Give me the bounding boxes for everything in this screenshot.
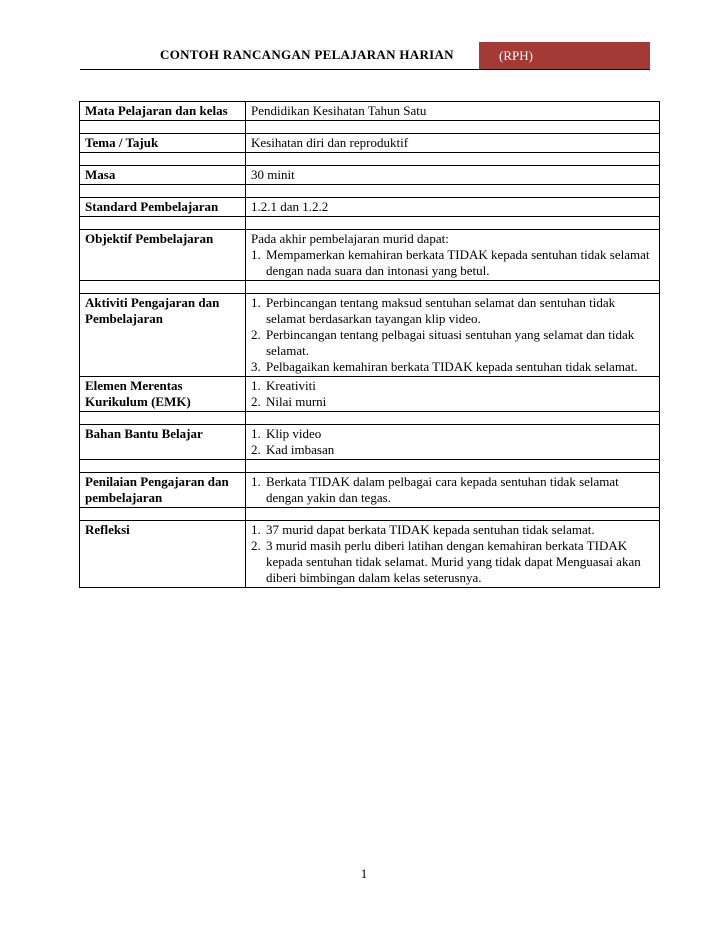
spacer-row <box>80 412 660 425</box>
list-item: 1. Klip video <box>251 426 322 441</box>
row-label: Standard Pembelajaran <box>80 198 246 217</box>
objective-intro: Pada akhir pembelajaran murid dapat: <box>251 231 449 246</box>
table-row <box>80 473 660 508</box>
table-row <box>80 134 660 153</box>
row-value <box>246 473 660 508</box>
row-value: 30 minit <box>246 166 660 185</box>
list-item: 1. Kreativiti <box>251 378 316 393</box>
spacer-row <box>80 153 660 166</box>
assessment-list <box>251 474 654 506</box>
table-row <box>80 230 660 281</box>
row-label: Masa <box>80 166 246 185</box>
row-label: Bahan Bantu Belajar <box>80 425 246 460</box>
row-value: Kesihatan diri dan reproduktif <box>246 134 660 153</box>
row-value <box>246 521 660 588</box>
list-item: 2. 3 murid masih perlu diberi latihan dengan kemahiran berkata TIDAK kepada sentuhan tidak selamat. Murid yang tidak dapat Menguasai akan diberi bimbingan dalam kelas seterusnya. <box>251 538 641 585</box>
table-row <box>80 166 660 185</box>
row-label: Tema / Tajuk <box>80 134 246 153</box>
list-item: 1. Perbincangan tentang maksud sentuhan selamat dan sentuhan tidak selamat berdasarkan tayangan klip video. <box>251 295 616 326</box>
row-value <box>246 230 660 281</box>
objective-list <box>251 247 654 279</box>
table-row <box>80 198 660 217</box>
spacer-row <box>80 460 660 473</box>
spacer-row <box>80 508 660 521</box>
page-header <box>80 42 650 70</box>
table-row <box>80 425 660 460</box>
table-row <box>80 377 660 412</box>
list-item: 2. Kad imbasan <box>251 442 335 457</box>
list-item: 3. Pelbagaikan kemahiran berkata TIDAK kepada sentuhan tidak selamat. <box>251 359 638 374</box>
row-label: Elemen Merentas Kurikulum (EMK) <box>80 377 246 412</box>
row-value: 1.2.1 dan 1.2.2 <box>246 198 660 217</box>
spacer-row <box>80 185 660 198</box>
row-value <box>246 294 660 377</box>
row-value <box>246 377 660 412</box>
list-item: 2. Nilai murni <box>251 394 327 409</box>
row-label: Mata Pelajaran dan kelas <box>80 102 246 121</box>
spacer-row <box>80 121 660 134</box>
list-item: 2. Perbincangan tentang pelbagai situasi sentuhan yang selamat dan tidak selamat. <box>251 327 635 358</box>
lesson-plan-table <box>79 101 660 588</box>
list-item: 1. Mempamerkan kemahiran berkata TIDAK kepada sentuhan tidak selamat dengan nada suara dan intonasi yang betul. <box>251 247 650 278</box>
spacer-row <box>80 281 660 294</box>
row-label: Aktiviti Pengajaran dan Pembelajaran <box>80 294 246 377</box>
list-item: 1. Berkata TIDAK dalam pelbagai cara kepada sentuhan tidak selamat dengan yakin dan tegas. <box>251 474 619 505</box>
row-value: Pendidikan Kesihatan Tahun Satu <box>246 102 660 121</box>
emk-list <box>251 378 654 410</box>
list-item: 1. 37 murid dapat berkata TIDAK kepada sentuhan tidak selamat. <box>251 522 595 537</box>
spacer-row <box>80 217 660 230</box>
row-label: Refleksi <box>80 521 246 588</box>
reflection-list <box>251 522 654 586</box>
table-row <box>80 294 660 377</box>
row-label: Penilaian Pengajaran dan pembelajaran <box>80 473 246 508</box>
table-row <box>80 102 660 121</box>
activity-list <box>251 295 654 375</box>
table-row <box>80 521 660 588</box>
materials-list <box>251 426 654 458</box>
document-title: CONTOH RANCANGAN PELAJARAN HARIAN <box>160 47 454 62</box>
page-number: 1 <box>360 866 368 881</box>
row-value <box>246 425 660 460</box>
rph-badge: (RPH) <box>479 42 650 69</box>
row-label: Objektif Pembelajaran <box>80 230 246 281</box>
